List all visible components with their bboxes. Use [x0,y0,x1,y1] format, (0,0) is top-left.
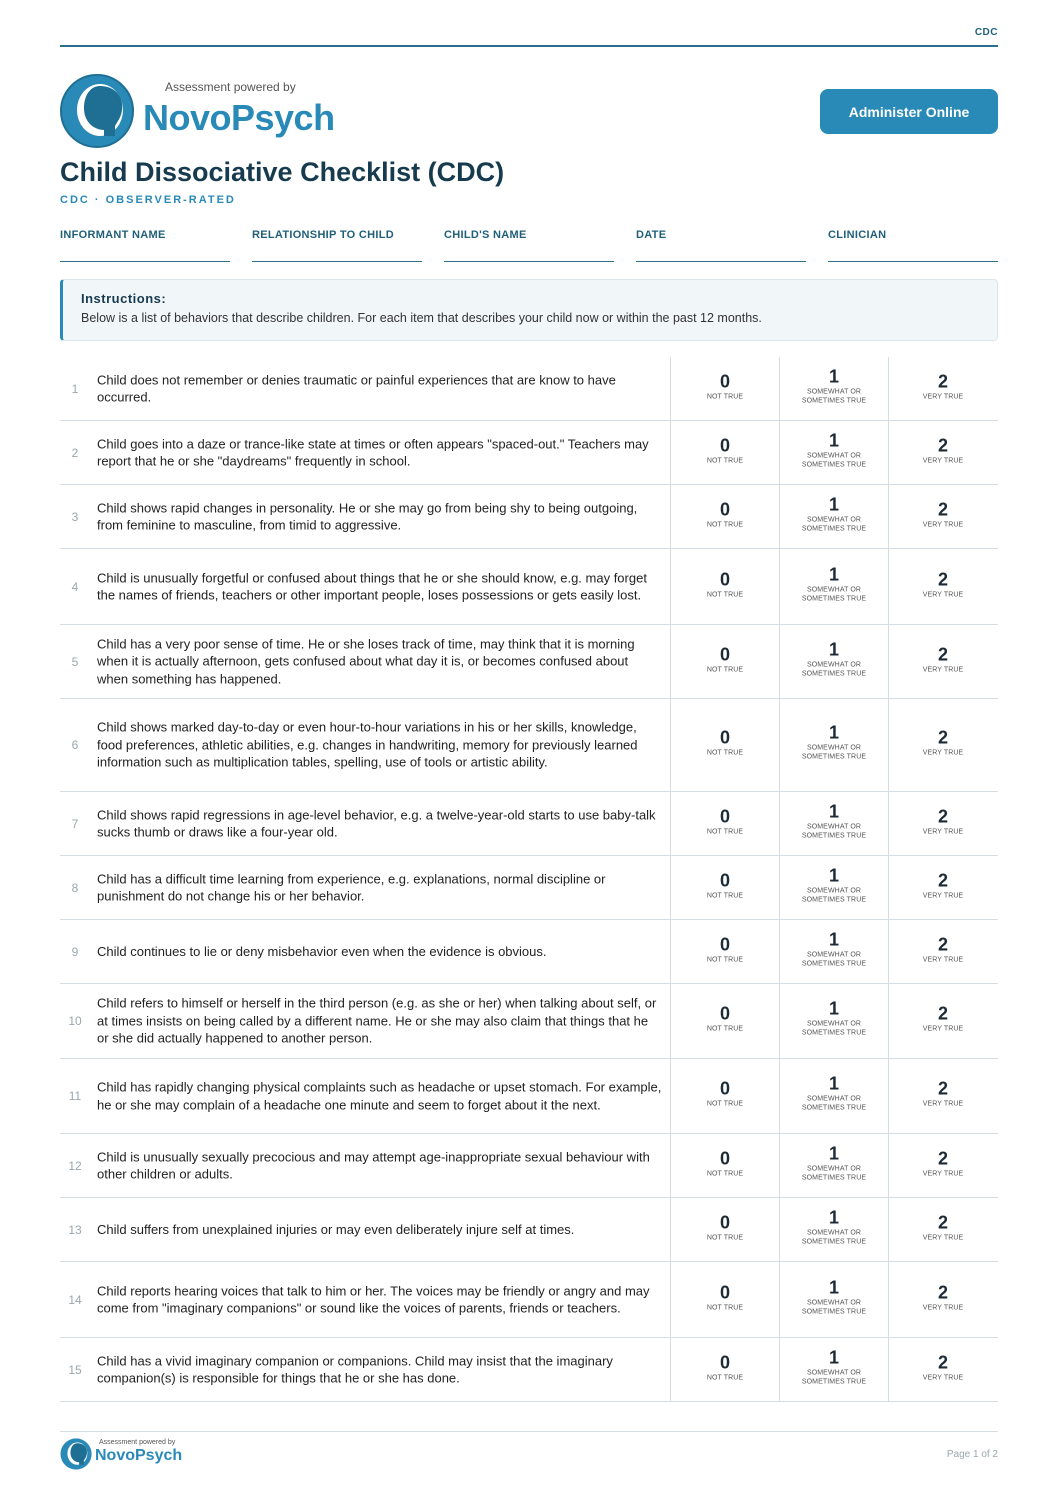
item-text: Child shows marked day-to-day or even hour-to-hour variations in his or her skills, knowledge, food preferences, athletic abilities, e.g. changes in handwriting, memory for previously learned information such as multiplication tables, spelling, use of tools or artistic ability. [97,719,638,770]
checklist-row [60,625,998,699]
clinician-field[interactable] [828,225,998,262]
response-option-2[interactable] [888,699,997,791]
response-option-content [671,1079,779,1109]
checklist-row [60,699,998,792]
response-option-content [671,870,779,900]
response-label: SOMEWHAT OR SOMETIMES TRUE [801,1228,867,1245]
response-option-content [671,806,779,836]
item-text: Child shows rapid regressions in age-level behavior, e.g. a twelve-year-old starts to use baby-talk sucks thumb or draws like a four-year old. [97,806,656,840]
response-option-content [780,722,888,761]
response-value: 2 [937,727,948,748]
field-label: INFORMANT NAME [60,229,166,241]
response-option-content [889,1282,997,1312]
checklist-row [60,357,998,421]
footer-powered-by: Assessment powered by [99,1439,176,1446]
response-option-content [671,435,779,465]
response-option-content [780,1143,888,1182]
response-label: VERY TRUE [922,457,964,465]
response-label: SOMEWHAT OR SOMETIMES TRUE [801,585,867,602]
response-option-2[interactable] [888,1198,997,1261]
response-option-1[interactable] [779,1059,888,1133]
response-option-content [889,1079,997,1109]
response-option-content [780,366,888,405]
response-option-content [780,494,888,533]
checklist-row [60,1059,998,1134]
response-value: 2 [937,1148,948,1169]
item-text: Child goes into a daze or trance-like state at times or often appears "spaced-out." Teachers may report that he or she "daydreams" frequently in school. [97,435,649,469]
response-option-1[interactable] [779,485,888,548]
checklist-row [60,792,998,856]
response-label: NOT TRUE [706,666,744,674]
response-option-1[interactable] [779,792,888,855]
response-option-content [889,1352,997,1382]
response-value: 0 [719,934,730,955]
response-label: NOT TRUE [706,1100,744,1108]
item-number: 4 [71,579,79,594]
response-value: 2 [937,1352,948,1373]
response-label: VERY TRUE [922,1170,964,1178]
response-option-content [780,1347,888,1386]
response-option-content [889,728,997,758]
item-number: 12 [68,1158,82,1173]
response-value: 1 [828,864,839,885]
field-label: DATE [636,229,667,241]
response-label: SOMEWHAT OR SOMETIMES TRUE [801,1164,867,1181]
field-label: CLINICIAN [828,229,887,241]
response-option-content [671,1212,779,1242]
response-label: VERY TRUE [922,393,964,401]
response-label: NOT TRUE [706,1025,744,1033]
footer-rule [60,1431,998,1432]
relationship-field[interactable] [252,225,422,262]
response-option-content [780,430,888,469]
response-value: 2 [937,499,948,520]
response-label: NOT TRUE [706,521,744,529]
response-label: SOMEWHAT OR SOMETIMES TRUE [801,451,867,468]
response-label: SOMEWHAT OR SOMETIMES TRUE [801,387,867,404]
response-option-content [889,371,997,401]
response-value: 0 [719,499,730,520]
administer-online-button[interactable]: Administer Online [820,89,998,134]
checklist-table [60,357,998,1402]
item-text: Child shows rapid changes in personality. He or she may go from being shy to being outgoing, from feminine to masculine, from timid to aggressive. [97,499,638,533]
item-text: Child has a vivid imaginary companion or companions. Child may insist that the imaginary companion(s) is responsible for things that he or she has done. [97,1352,613,1386]
item-number: 15 [68,1362,82,1377]
response-label: SOMEWHAT OR SOMETIMES TRUE [801,515,867,532]
response-option-content [889,870,997,900]
response-value: 1 [828,1073,839,1094]
response-option-2[interactable] [888,984,997,1058]
response-option-1[interactable] [779,856,888,919]
response-value: 1 [828,800,839,821]
response-value: 2 [937,1282,948,1303]
response-label: NOT TRUE [706,393,744,401]
item-number: 8 [71,880,79,895]
response-label: SOMEWHAT OR SOMETIMES TRUE [801,950,867,967]
checklist-row [60,984,998,1059]
response-option-content [780,639,888,678]
response-value: 1 [828,563,839,584]
response-label: NOT TRUE [706,1234,744,1242]
response-label: NOT TRUE [706,892,744,900]
response-option-content [889,934,997,964]
response-option-content [671,569,779,599]
response-option-0[interactable] [670,1198,779,1261]
response-label: NOT TRUE [706,1170,744,1178]
response-value: 0 [719,371,730,392]
response-option-0[interactable] [670,699,779,791]
response-option-1[interactable] [779,357,888,420]
response-label: SOMEWHAT OR SOMETIMES TRUE [801,822,867,839]
response-option-content [889,806,997,836]
response-option-content [780,1277,888,1316]
footer-brand: NovoPsych [95,1447,183,1464]
instructions-heading: Instructions: [81,291,167,306]
novopsych-head-icon [60,1438,93,1470]
response-option-content [671,728,779,758]
response-option-content [780,801,888,840]
response-label: VERY TRUE [922,591,964,599]
response-option-content [671,644,779,674]
page-number: Page 1 of 2 [946,1449,998,1460]
response-value: 1 [828,998,839,1019]
response-option-0[interactable] [670,856,779,919]
informant-name-field[interactable] [60,225,230,262]
response-label: VERY TRUE [922,521,964,529]
response-label: NOT TRUE [706,591,744,599]
response-option-2[interactable] [888,1059,997,1133]
item-text: Child is unusually sexually precocious and may attempt age-inappropriate sexual behaviour with other children or adults. [97,1148,650,1182]
item-text: Child refers to himself or herself in the third person (e.g. as she or her) when talking about self, or at times insists on being called by a different name. He or she may also claim that things that he or she did actually happened to another person. [97,995,657,1046]
response-option-1[interactable] [779,421,888,484]
response-label: VERY TRUE [922,892,964,900]
response-option-content [671,371,779,401]
checklist-row [60,1338,998,1402]
response-option-content [671,499,779,529]
response-option-0[interactable] [670,1262,779,1337]
response-option-1[interactable] [779,1134,888,1197]
item-number: 14 [68,1292,82,1307]
response-option-0[interactable] [670,421,779,484]
response-option-content [889,499,997,529]
response-label: SOMEWHAT OR SOMETIMES TRUE [801,1298,867,1315]
response-value: 2 [937,569,948,590]
response-label: VERY TRUE [922,828,964,836]
header-tag: CDC [974,27,998,38]
response-option-1[interactable] [779,699,888,791]
response-value: 0 [719,1078,730,1099]
response-option-content [780,929,888,968]
instructions-box [60,279,998,341]
response-label: SOMEWHAT OR SOMETIMES TRUE [801,1020,867,1037]
page-title: Child Dissociative Checklist (CDC) [60,157,505,187]
response-option-1[interactable] [779,549,888,624]
response-option-2[interactable] [888,856,997,919]
header-fields [60,225,998,265]
item-text: Child has a very poor sense of time. He or she loses track of time, may think that it is morning when it is actually afternoon, gets confused about what day it is, or becomes confused about when something has happened. [97,636,635,687]
response-value: 1 [828,722,839,743]
response-value: 0 [719,435,730,456]
response-label: NOT TRUE [706,828,744,836]
response-label: VERY TRUE [922,1374,964,1382]
response-value: 0 [719,806,730,827]
response-value: 2 [937,1078,948,1099]
response-option-content [889,1212,997,1242]
response-value: 2 [937,435,948,456]
item-text: Child has rapidly changing physical complaints such as headache or upset stomach. For example, he or she may complain of a headache one minute and seem to forget about it the next. [97,1079,662,1112]
response-option-0[interactable] [670,1059,779,1133]
response-label: NOT TRUE [706,1374,744,1382]
response-label: SOMEWHAT OR SOMETIMES TRUE [801,1368,867,1385]
response-option-content [671,934,779,964]
response-option-content [780,1073,888,1112]
response-option-0[interactable] [670,625,779,698]
date-field[interactable] [636,225,806,262]
checklist-row [60,1134,998,1198]
response-value: 1 [828,928,839,949]
powered-by-text: Assessment powered by [165,80,296,94]
checklist-row [60,485,998,549]
instructions-body: Below is a list of behaviors that describe children. For each item that describes your child now or within the past 12 months. [81,311,762,325]
response-option-0[interactable] [670,984,779,1058]
response-option-content [889,1004,997,1034]
item-number: 5 [71,654,79,669]
response-option-2[interactable] [888,625,997,698]
response-value: 2 [937,644,948,665]
response-label: VERY TRUE [922,749,964,757]
field-label: RELATIONSHIP TO CHILD [252,229,394,241]
response-label: VERY TRUE [922,1234,964,1242]
item-number: 11 [68,1089,82,1103]
top-rule [60,45,998,47]
response-option-0[interactable] [670,357,779,420]
item-number: 2 [71,445,79,460]
response-option-2[interactable] [888,549,997,624]
item-text: Child is unusually forgetful or confused about things that he or she should know, e.g. may forget the names of friends, teachers or other important people, loses possessions or gets easily lost. [97,569,647,603]
response-value: 0 [719,1352,730,1373]
response-label: SOMEWHAT OR SOMETIMES TRUE [801,886,867,903]
checklist-row [60,421,998,485]
item-number: 10 [68,1014,82,1028]
response-label: NOT TRUE [706,457,744,465]
item-number: 1 [71,381,79,396]
response-value: 2 [937,371,948,392]
response-label: SOMEWHAT OR SOMETIMES TRUE [801,1095,867,1112]
response-option-1[interactable] [779,984,888,1058]
checklist-row [60,856,998,920]
response-option-2[interactable] [888,421,997,484]
item-text: Child suffers from unexplained injuries or may even deliberately injure self at times. [97,1221,575,1237]
response-label: NOT TRUE [706,956,744,964]
response-option-1[interactable] [779,1198,888,1261]
response-option-content [889,435,997,465]
response-value: 1 [828,365,839,386]
response-value: 0 [719,644,730,665]
response-option-content [780,564,888,603]
item-number: 3 [71,509,79,524]
response-label: VERY TRUE [922,956,964,964]
response-option-2[interactable] [888,357,997,420]
response-option-content [780,865,888,904]
item-text: Child continues to lie or deny misbehavior even when the evidence is obvious. [97,943,547,959]
response-option-content [889,1148,997,1178]
checklist-row [60,1262,998,1338]
page-subtitle: CDC · OBSERVER-RATED [60,194,236,206]
checklist-row [60,549,998,625]
response-label: SOMEWHAT OR SOMETIMES TRUE [801,660,867,677]
item-number: 6 [71,738,79,752]
field-label: CHILD'S NAME [444,229,527,241]
novopsych-logo [60,73,350,149]
response-value: 0 [719,1003,730,1024]
response-label: VERY TRUE [922,666,964,674]
response-option-content [671,1004,779,1034]
response-label: NOT TRUE [706,749,744,757]
item-number: 7 [71,816,79,831]
response-value: 2 [937,934,948,955]
response-option-2[interactable] [888,1262,997,1337]
response-option-2[interactable] [888,792,997,855]
response-label: VERY TRUE [922,1025,964,1033]
response-option-content [780,998,888,1037]
item-text: Child reports hearing voices that talk to him or her. The voices may be friendly or angry and may come from "imaginary companions" or sound like the voices of parents, friends or teachers. [97,1282,650,1316]
item-text: Child has a difficult time learning from experience, e.g. explanations, normal discipline or punishment do not change his or her behavior. [97,870,606,904]
checklist-row [60,1198,998,1262]
response-option-0[interactable] [670,549,779,624]
footer-logo [60,1436,190,1472]
response-value: 1 [828,493,839,514]
response-value: 2 [937,1003,948,1024]
childs-name-field[interactable] [444,225,614,262]
response-option-2[interactable] [888,920,997,983]
response-value: 2 [937,870,948,891]
response-value: 1 [828,1206,839,1227]
response-label: VERY TRUE [922,1304,964,1312]
response-label: NOT TRUE [706,1304,744,1312]
novopsych-head-icon [60,74,136,148]
response-option-content [671,1282,779,1312]
response-option-1[interactable] [779,1338,888,1401]
response-label: VERY TRUE [922,1100,964,1108]
response-value: 0 [719,1212,730,1233]
checklist-row [60,920,998,984]
response-option-content [671,1148,779,1178]
response-option-0[interactable] [670,792,779,855]
response-option-content [889,569,997,599]
response-value: 2 [937,1212,948,1233]
response-value: 1 [828,1346,839,1367]
item-number: 13 [68,1222,82,1237]
response-option-content [671,1352,779,1382]
response-value: 0 [719,1282,730,1303]
response-value: 1 [828,429,839,450]
response-option-0[interactable] [670,920,779,983]
response-value: 0 [719,870,730,891]
response-value: 0 [719,1148,730,1169]
response-option-1[interactable] [779,920,888,983]
response-value: 2 [937,806,948,827]
item-number: 9 [71,944,79,959]
response-option-0[interactable] [670,1338,779,1401]
response-option-content [889,644,997,674]
response-value: 0 [719,727,730,748]
response-value: 0 [719,569,730,590]
response-option-1[interactable] [779,625,888,698]
response-option-2[interactable] [888,1134,997,1197]
response-option-content [780,1207,888,1246]
response-value: 1 [828,1276,839,1297]
brand-name: NovoPsych [143,97,335,138]
response-option-1[interactable] [779,1262,888,1337]
response-label: SOMEWHAT OR SOMETIMES TRUE [801,744,867,761]
response-option-0[interactable] [670,485,779,548]
response-option-2[interactable] [888,485,997,548]
item-text: Child does not remember or denies traumatic or painful experiences that are know to have occurred. [97,371,616,405]
response-option-0[interactable] [670,1134,779,1197]
response-value: 1 [828,638,839,659]
response-option-2[interactable] [888,1338,997,1401]
response-value: 1 [828,1142,839,1163]
